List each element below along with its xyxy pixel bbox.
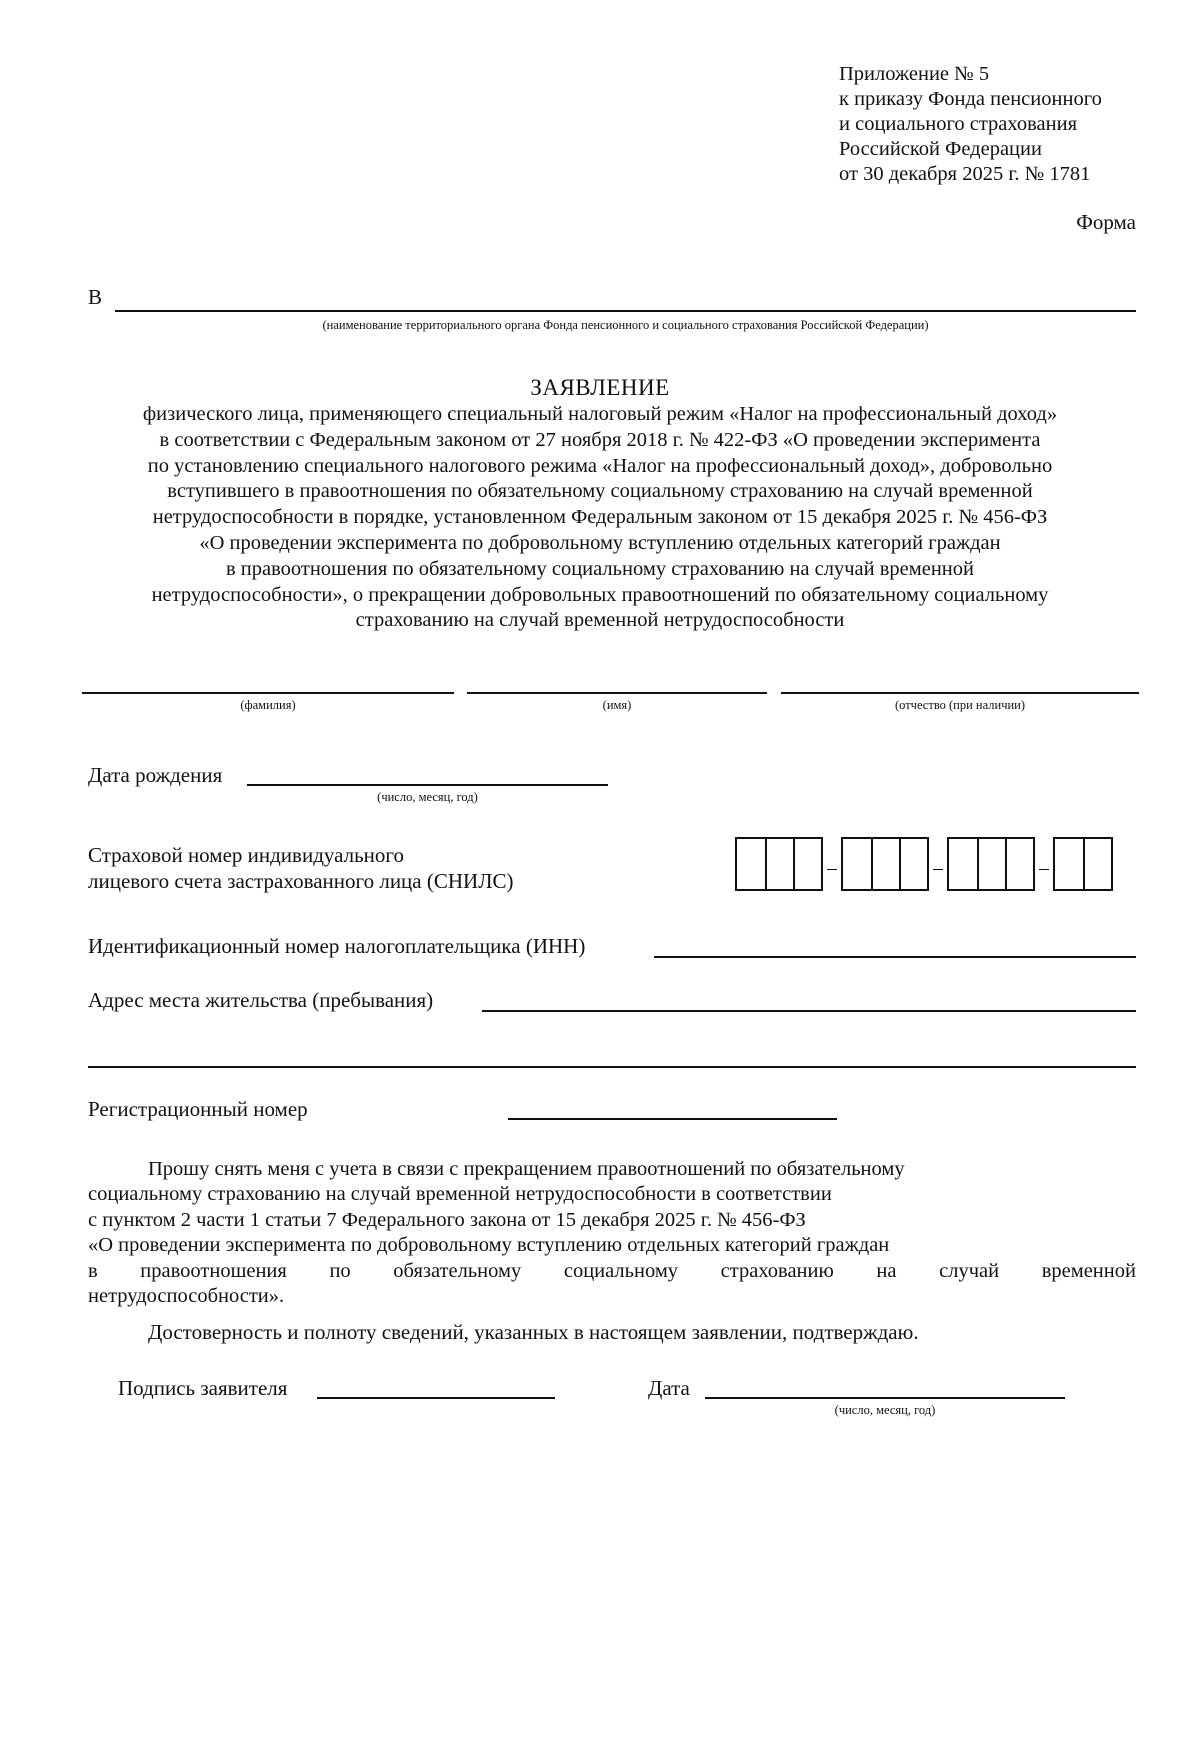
date-label: Дата: [648, 1376, 690, 1400]
annex-line: Приложение № 5: [839, 63, 990, 85]
first-name-field[interactable]: [467, 692, 767, 694]
title-line: физического лица, применяющего специальный налоговый режим «Налог на профессиональный доход»: [142, 403, 1058, 425]
snils-input[interactable]: [735, 837, 1113, 891]
snils-group-3: [947, 837, 1035, 891]
snils-digit-box[interactable]: [871, 839, 899, 889]
title-line: вступившего в правоотношения по обязательному социальному страхованию на случай временной: [167, 480, 1033, 503]
form-label: Форма: [1076, 210, 1136, 234]
signature-label: Подпись заявителя: [118, 1376, 288, 1400]
request-word: правоотношения: [140, 1259, 287, 1282]
snils-digit-box[interactable]: [899, 839, 927, 889]
request-word: на: [876, 1259, 897, 1282]
snils-label-line1: Страховой номер индивидуального: [88, 843, 404, 867]
addressee-field[interactable]: [115, 310, 1136, 312]
title-line: нетрудоспособности в порядке, установленном Федеральным законом от 15 декабря 2025 г. № 456-ФЗ: [152, 506, 1048, 529]
document-title: [70, 374, 1130, 634]
request-justified-line: [88, 1259, 1136, 1284]
surname-field[interactable]: [82, 692, 454, 694]
birth-date-label: Дата рождения: [88, 763, 223, 787]
request-word: социальному: [563, 1259, 679, 1282]
snils-digit-box[interactable]: [949, 839, 977, 889]
request-line: с пунктом 2 части 1 статьи 7 Федерального закона от 15 декабря 2025 г. № 456-ФЗ: [88, 1208, 806, 1231]
surname-caption: (фамилия): [240, 698, 296, 712]
address-field-continuation[interactable]: [88, 1066, 1136, 1068]
request-word: в: [88, 1259, 98, 1282]
title-line: по установлению специального налогового режима «Налог на профессиональный доход», добровольно: [147, 454, 1053, 477]
request-word: обязательному: [393, 1259, 522, 1282]
snils-group-1: [735, 837, 823, 891]
date-caption: (число, месяц, год): [834, 1403, 936, 1417]
request-line: Прошу снять меня с учета в связи с прекращением правоотношений по обязательному: [148, 1158, 905, 1180]
title-line: «О проведении эксперимента по добровольному вступлению отдельных категорий граждан: [199, 531, 1001, 554]
title-heading: ЗАЯВЛЕНИЕ: [530, 375, 670, 400]
snils-digit-box[interactable]: [843, 839, 871, 889]
snils-digit-box[interactable]: [1005, 839, 1033, 889]
request-word: временной: [1041, 1259, 1136, 1282]
annex-line: Российской Федерации: [839, 138, 1042, 160]
addressee-prefix: В: [88, 285, 103, 309]
snils-group-2: [841, 837, 929, 891]
title-line: в соответствии с Федеральным законом от 27 ноября 2018 г. № 422-ФЗ «О проведении эксперимента: [159, 428, 1041, 451]
patronymic-field[interactable]: [781, 692, 1139, 694]
annex-header: [839, 62, 1102, 187]
inn-field[interactable]: [654, 956, 1136, 958]
snils-digit-box[interactable]: [765, 839, 793, 889]
snils-group-4: [1053, 837, 1113, 891]
signature-field[interactable]: [317, 1397, 555, 1399]
birth-date-caption: (число, месяц, год): [377, 790, 478, 804]
snils-label-line2: лицевого счета застрахованного лица (СНИЛС): [88, 869, 514, 893]
first-name-caption: (имя): [602, 698, 632, 712]
reg-number-label: Регистрационный номер: [88, 1097, 308, 1121]
date-field[interactable]: [705, 1397, 1065, 1399]
snils-separator: [1035, 837, 1053, 891]
inn-label: Идентификационный номер налогоплательщика (ИНН): [88, 934, 586, 958]
reg-number-field[interactable]: [508, 1118, 837, 1120]
request-word: случай: [939, 1259, 1000, 1282]
title-line: нетрудоспособности», о прекращении добровольных правоотношений по обязательному социальному: [151, 583, 1049, 606]
request-word: страхованию: [720, 1259, 834, 1282]
patronymic-caption: (отчество (при наличии): [894, 698, 1026, 712]
title-line: в правоотношения по обязательному социальному страхованию на случай временной: [225, 557, 974, 580]
address-label: Адрес места жительства (пребывания): [88, 988, 434, 1012]
snils-separator: [929, 837, 947, 891]
snils-separator: [823, 837, 841, 891]
birth-date-field[interactable]: [247, 784, 608, 786]
snils-digit-box[interactable]: [1083, 839, 1111, 889]
title-line: страхованию на случай временной нетрудоспособности: [355, 609, 845, 632]
address-field[interactable]: [482, 1010, 1136, 1012]
snils-digit-box[interactable]: [1055, 839, 1083, 889]
snils-digit-box[interactable]: [737, 839, 765, 889]
snils-digit-box[interactable]: [793, 839, 821, 889]
annex-line: и социального страхования: [839, 113, 1077, 135]
addressee-caption: (наименование территориального органа Фонда пенсионного и социального страхования Российской Федерации): [322, 318, 929, 332]
confirmation-text: Достоверность и полноту сведений, указанных в настоящем заявлении, подтверждаю.: [148, 1320, 919, 1344]
request-line: нетрудоспособности».: [88, 1285, 285, 1308]
request-line: социальному страхованию на случай временной нетрудоспособности в соответствии: [88, 1183, 832, 1206]
annex-line: к приказу Фонда пенсионного: [839, 88, 1102, 110]
annex-line: от 30 декабря 2025 г. № 1781: [839, 163, 1091, 185]
snils-digit-box[interactable]: [977, 839, 1005, 889]
request-word: по: [329, 1259, 351, 1282]
request-paragraph: [88, 1157, 1136, 1309]
request-line: «О проведении эксперимента по добровольному вступлению отдельных категорий граждан: [88, 1234, 890, 1257]
